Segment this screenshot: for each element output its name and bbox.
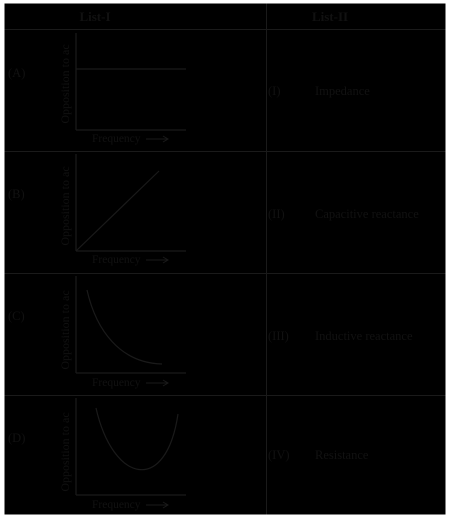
list2-text-impedance: Impedance <box>315 84 370 98</box>
y-axis-label-c: Opposition to ac <box>58 290 72 370</box>
list2-roman-4: (IV) <box>268 448 290 462</box>
list2-roman-1: (I) <box>268 84 281 98</box>
list1-label-a: (A) <box>8 66 26 80</box>
header-list-1: List-I <box>79 9 111 24</box>
y-axis-label-d: Opposition to ac <box>58 412 72 492</box>
header-list-2: List-II <box>311 9 349 24</box>
list2-roman-3: (III) <box>268 329 289 343</box>
x-axis-label-c: Frequency <box>92 377 141 389</box>
list1-label-b: (B) <box>8 187 25 201</box>
list2-roman-2: (II) <box>268 207 285 221</box>
list2-text-inductive-reactance: Inductive reactance <box>315 329 413 343</box>
x-axis-label-d: Frequency <box>92 499 141 511</box>
y-axis-label-b: Opposition to ac <box>58 166 72 246</box>
x-axis-label-b: Frequency <box>92 254 141 266</box>
y-axis-label-a: Opposition to ac <box>58 44 72 124</box>
list2-text-capacitive-reactance: Capacitive reactance <box>315 207 419 221</box>
list1-label-d: (D) <box>8 431 26 445</box>
list2-text-resistance: Resistance <box>315 448 369 462</box>
list1-label-c: (C) <box>8 309 25 323</box>
x-axis-label-a: Frequency <box>92 133 141 145</box>
